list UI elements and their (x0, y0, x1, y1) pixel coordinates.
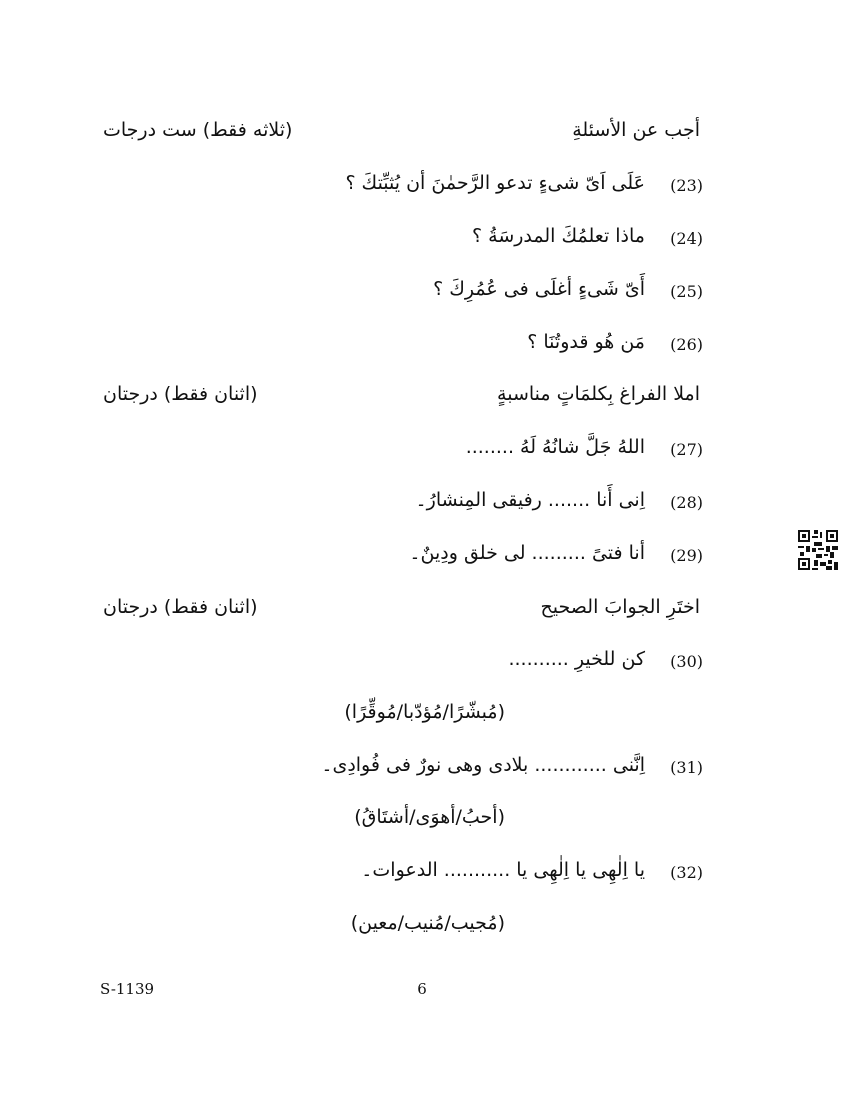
page-number: 6 (417, 980, 427, 998)
question-text: عَلَى اَىّ شىءٍ تدعو الرَّحمٰنَ أن يُثبِّتكَ ؟ (345, 172, 645, 194)
answer-options: (مُجيب/مُنيب/معين) (350, 912, 505, 934)
question-number: (23) (670, 176, 703, 195)
question-text: كن للخيرِ .......... (508, 648, 645, 670)
question-text: يا اِلٰهِى يا اِلٰهِى يا ........... الدعوات۔ (361, 859, 645, 881)
question-number: (30) (670, 652, 703, 671)
question-number: (27) (670, 440, 703, 459)
question-number: (26) (670, 335, 703, 354)
question-text: ماذا تعلمُكَ المدرسَةُ ؟ (472, 225, 645, 247)
question-number: (29) (670, 546, 703, 565)
question-text: اِنَّنى ............ بلادى وهى نورٌ فى فُوادِى۔ (321, 754, 645, 776)
question-text: أنا فتىً ......... لى خلق ودِينٌ۔ (409, 542, 645, 564)
section2-heading: املا الفراغ بِكلمَاتٍ مناسبةٍ (497, 383, 700, 405)
qr-code (798, 530, 838, 570)
question-number: (32) (670, 863, 703, 882)
section3-heading: اختَرِ الجوابَ الصحيح (540, 596, 700, 618)
section2-marks: (اثنان فقط) درجتان (103, 383, 258, 405)
question-text: اِنى أَنا ....... رفيقى المِنشارُ۔ (415, 489, 645, 511)
question-number: (28) (670, 493, 703, 512)
question-text: أَىّ شَىءٍ أغلَى فى عُمُرِكَ ؟ (433, 278, 645, 300)
answer-options: (أحبُ/أهوَى/أشتَاقُ) (354, 806, 505, 828)
question-text: مَن هُو قدوتُنَا ؟ (527, 331, 645, 353)
answer-options: (مُبشّرًا/مُؤدّبا/مُوقِّرًا) (344, 701, 505, 723)
question-text: اللهُ جَلَّ شانُهُ لَهُ ........ (465, 436, 645, 458)
section3-marks: (اثنان فقط) درجتان (103, 596, 258, 618)
section1-heading: أجب عن الأسئلةِ (572, 119, 700, 141)
question-number: (31) (670, 758, 703, 777)
section1-marks: (ثلاثه فقط) ست درجات (103, 119, 293, 141)
question-number: (24) (670, 229, 703, 248)
paper-code: S-1139 (100, 980, 155, 998)
question-number: (25) (670, 282, 703, 301)
